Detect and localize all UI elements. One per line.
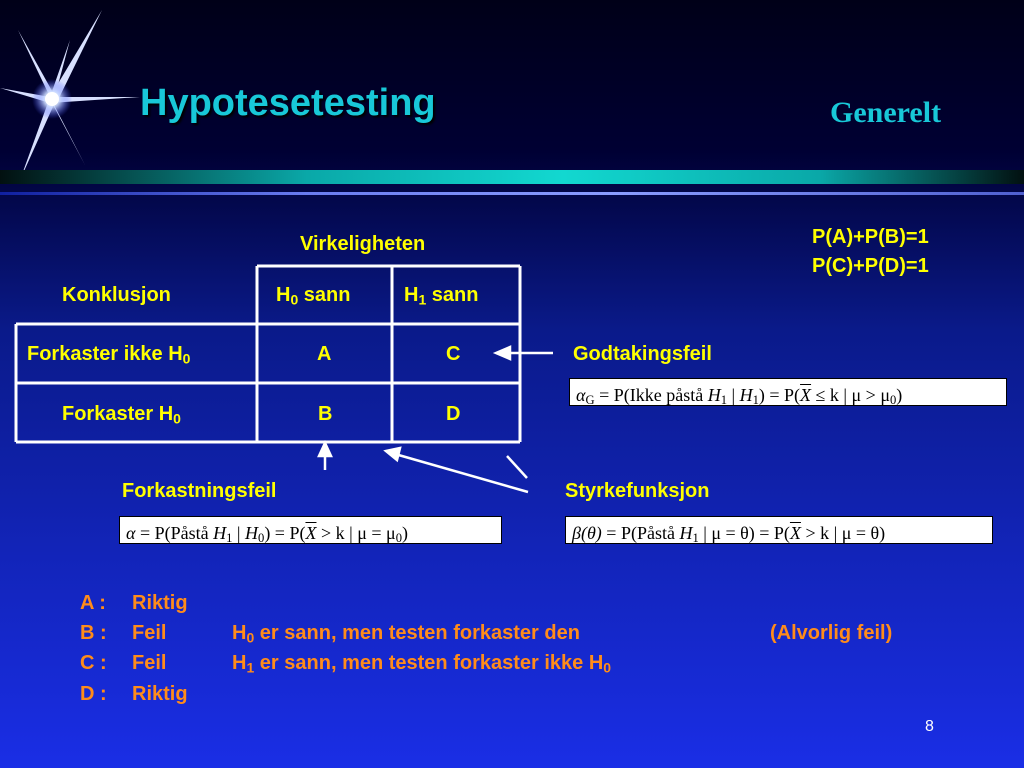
col-h0-header: $H_0$ sann: [276, 284, 351, 308]
label-forkastningsfeil: Forkastningsfeil: [122, 480, 277, 502]
reality-header: Virkeligheten: [300, 233, 426, 255]
cell-c: C: [446, 343, 461, 365]
label-styrkefunksjon: Styrkefunksjon: [565, 480, 710, 502]
cell-d: D: [446, 403, 461, 425]
cell-a: A: [317, 343, 332, 365]
prob-sum-ab: P(A)+P(B)=1: [812, 226, 929, 248]
legend-d: D : Riktig: [80, 683, 188, 705]
label-godtakingsfeil: Godtakingsfeil: [573, 343, 712, 365]
row-not-reject-label: Forkaster ikke $H_0$: [27, 343, 191, 367]
legend-a: A : Riktig: [80, 592, 188, 614]
cell-b: B: [318, 403, 333, 425]
page-subtitle: Generelt: [830, 96, 942, 129]
page-title: Hypotesetesting: [140, 82, 436, 124]
conclusion-header: Konklusjon: [62, 284, 171, 306]
col-h1-header: $H_1$ sann: [404, 284, 479, 308]
formula-beta: β(θ) = P(Påstå $H_1$ | $\mu = \theta) = P(\overline{X} > k$ | μ = θ): [565, 516, 993, 544]
formula-alpha: α = P(Påstå $H_1$ | $H_0) = P(\overline{X} > k$ | $\mu = \mu_0$): [119, 516, 502, 544]
row-reject-label: Forkaster $H_0$: [62, 403, 181, 427]
legend-b-note: (Alvorlig feil): [770, 622, 893, 644]
prob-sum-cd: P(C)+P(D)=1: [812, 255, 929, 277]
legend-c: C : Feil $H_1$ er sann, men testen forkaster ikke $H_0$: [80, 652, 612, 676]
page-number: 8: [925, 718, 934, 735]
legend-b: B : Feil $H_0$ er sann, men testen forkaster den: [80, 622, 580, 646]
formula-alpha-g: $\alpha_G$ = P(Ikke påstå $H_1$ | $H_1) = P(\overline{X} \le k$ | $\mu > \mu_0$): [569, 378, 1007, 406]
